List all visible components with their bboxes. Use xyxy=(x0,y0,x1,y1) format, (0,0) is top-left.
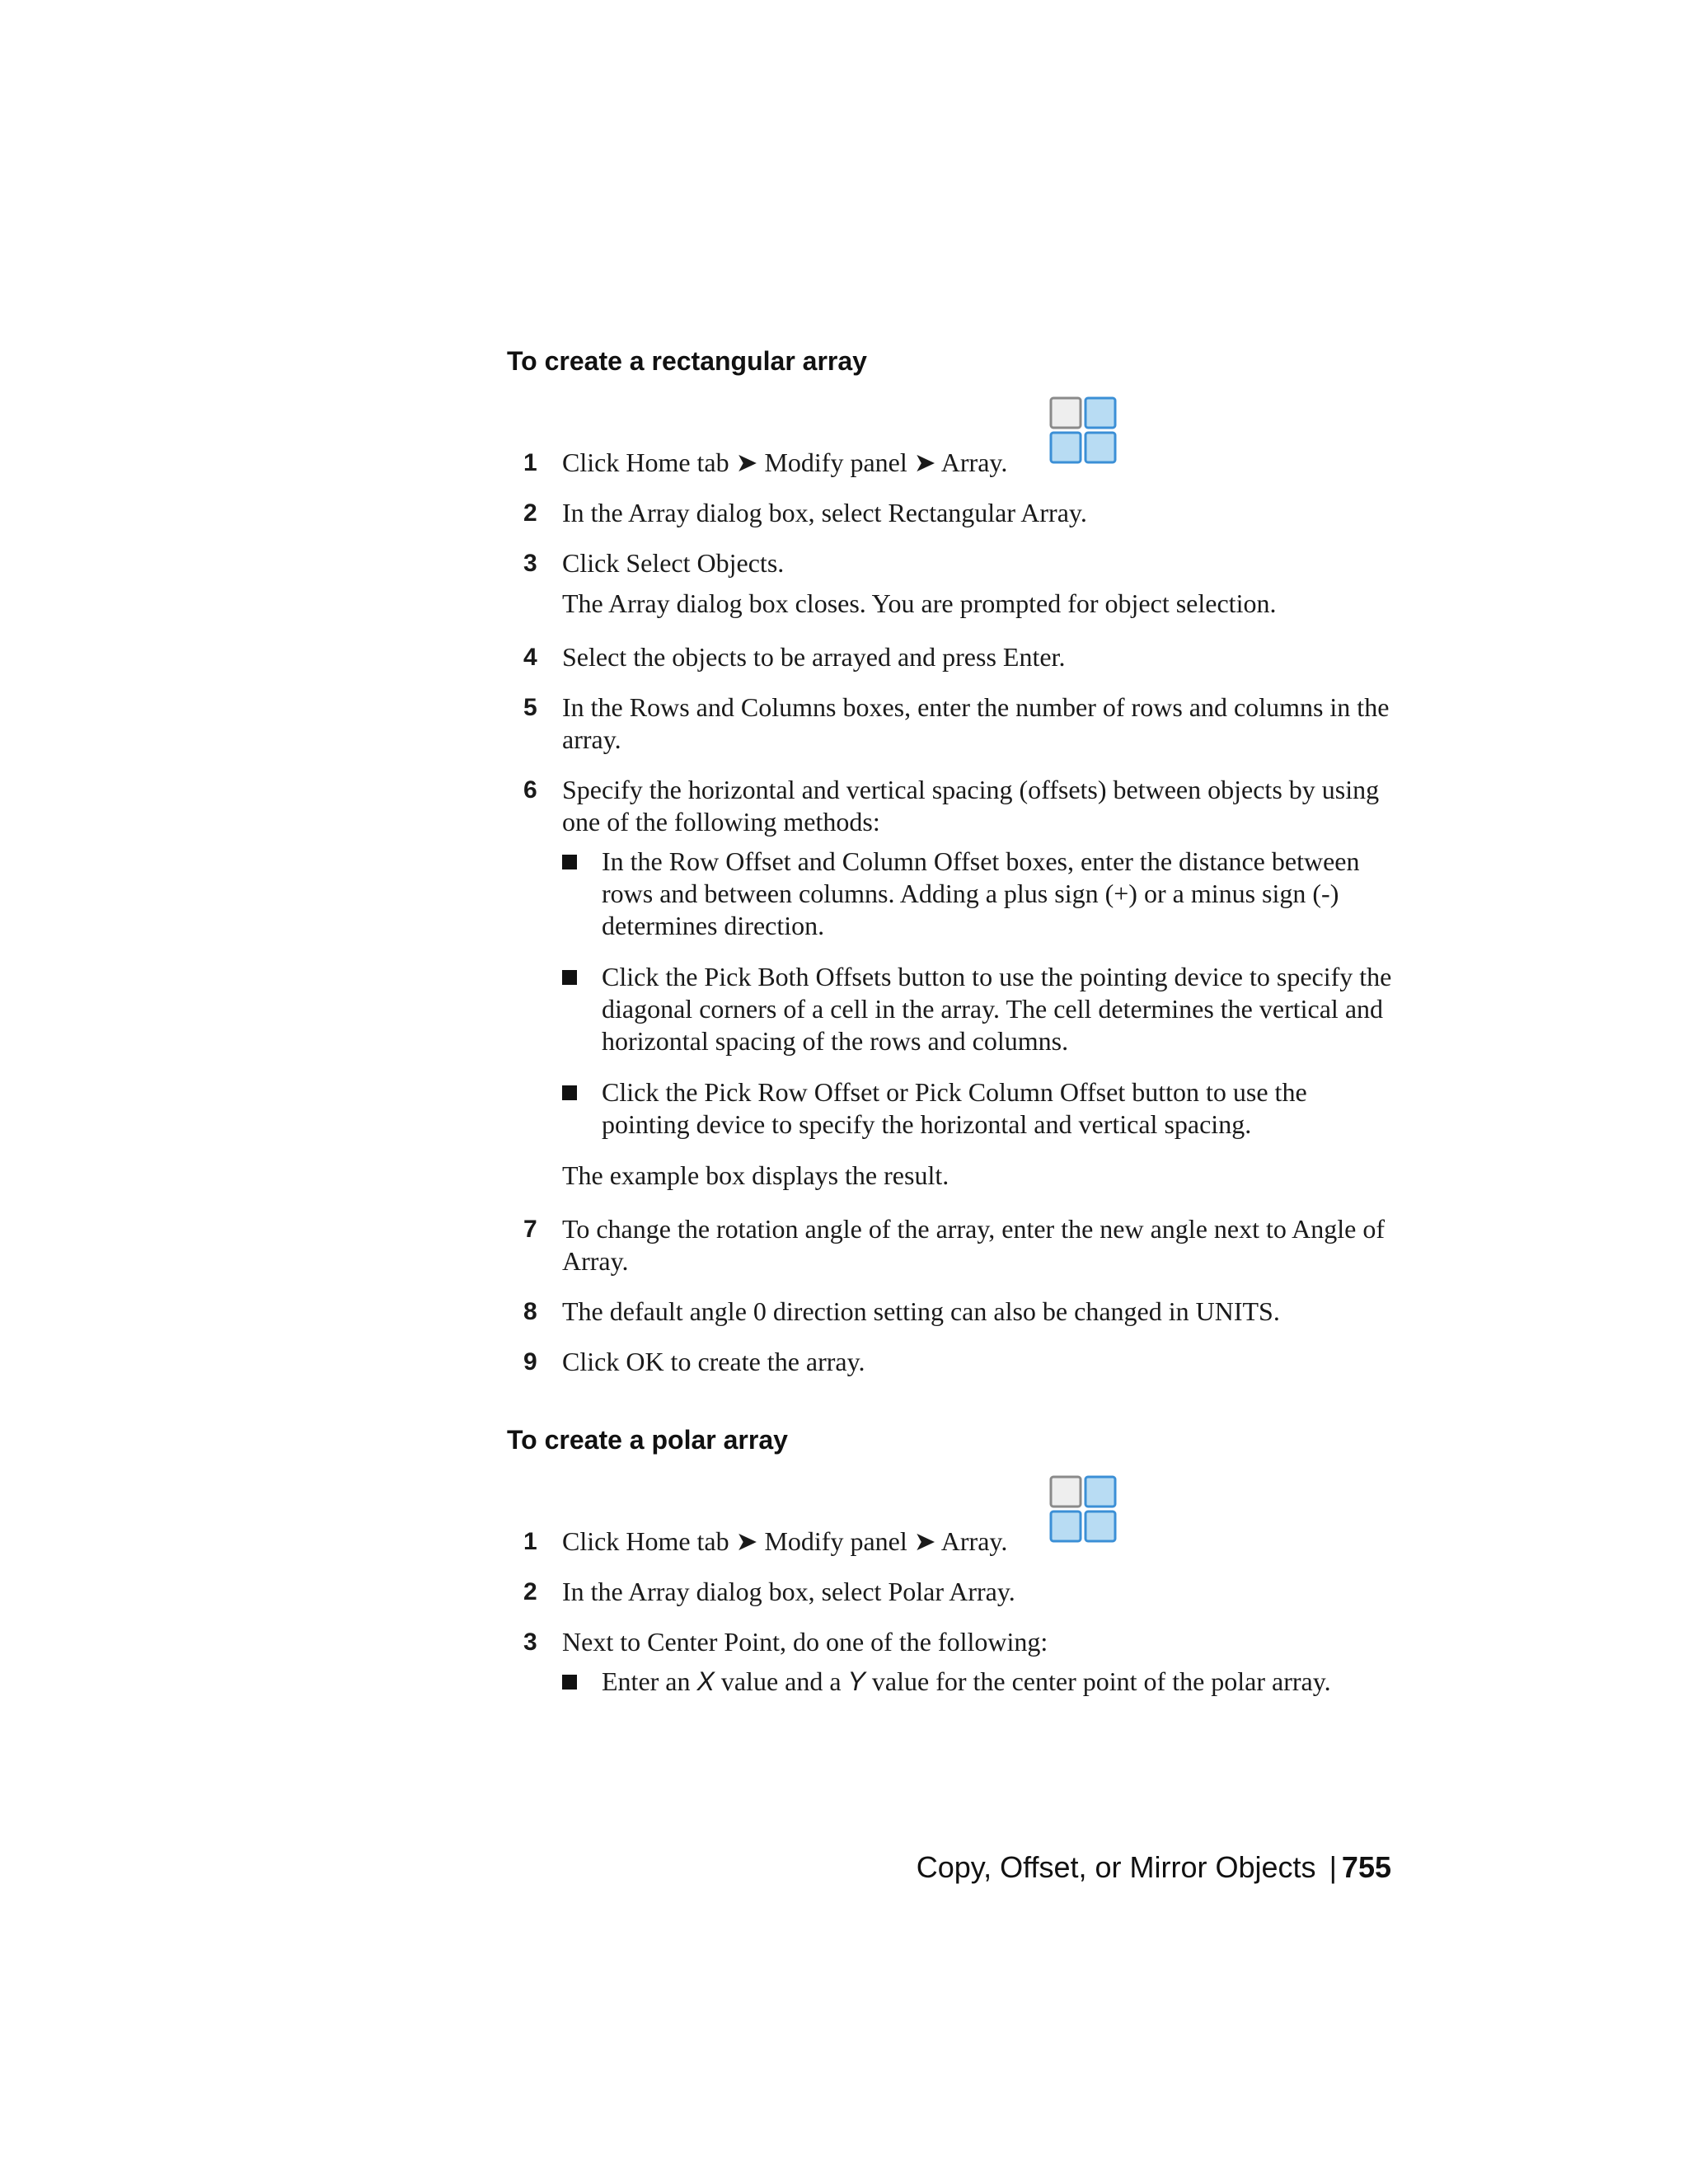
step-text: Click Select Objects. xyxy=(562,548,785,578)
step-number: 9 xyxy=(523,1348,537,1376)
step-text: Next to Center Point, do one of the following: xyxy=(562,1627,1048,1657)
bullet-text: Click the Pick Row Offset or Pick Column Offset button to use the pointing device to specify the horizontal and vertical spacing. xyxy=(602,1077,1307,1139)
step-number: 1 xyxy=(523,1528,537,1555)
bullet-text: Click the Pick Both Offsets button to use the pointing device to specify the diagonal corners of a cell in the array. The cell determines the vertical and horizontal spacing of the rows and columns. xyxy=(602,962,1392,1056)
step-number: 7 xyxy=(523,1216,537,1243)
step-text: To change the rotation angle of the array, enter the new angle next to Angle of Array. xyxy=(562,1214,1385,1276)
bullet-text: In the Row Offset and Column Offset boxes, enter the distance between rows and between columns. Adding a plus sign (+) or a minus sign (-) determines direction. xyxy=(602,846,1360,940)
step-text: Click Home tab ➤ Modify panel ➤ Array. xyxy=(562,448,1008,477)
step-text: The default angle 0 direction setting can also be changed in UNITS. xyxy=(562,1296,1280,1326)
array-tool-icon xyxy=(1048,1474,1118,1544)
footer-title: Copy, Offset, or Mirror Objects xyxy=(916,1850,1316,1884)
step-number: 3 xyxy=(523,1629,537,1656)
step-number: 1 xyxy=(523,449,537,476)
bullet-square-icon xyxy=(562,970,577,985)
page-number: 755 xyxy=(1341,1850,1391,1884)
step-text: In the Array dialog box, select Polar Array. xyxy=(562,1577,1015,1606)
step-number: 5 xyxy=(523,694,537,721)
step-number: 4 xyxy=(523,644,537,671)
step-text: Specify the horizontal and vertical spacing (offsets) between objects by using one of the following methods: xyxy=(562,775,1380,837)
y-variable: Y xyxy=(847,1666,865,1696)
step-number: 2 xyxy=(523,499,537,527)
step-text: Select the objects to be arrayed and press Enter. xyxy=(562,642,1066,672)
bullet-square-icon xyxy=(562,1675,577,1690)
bullet-square-icon xyxy=(562,1085,577,1100)
array-tool-icon xyxy=(1048,396,1118,465)
bullet-square-icon xyxy=(562,855,577,869)
step-text: Click Home tab ➤ Modify panel ➤ Array. xyxy=(562,1526,1008,1556)
section-heading-rectangular: To create a rectangular array xyxy=(507,346,867,376)
footer-separator: | xyxy=(1329,1850,1337,1884)
step-number: 6 xyxy=(523,776,537,804)
step-text: Click OK to create the array. xyxy=(562,1347,865,1376)
x-variable: X xyxy=(696,1666,715,1696)
step-number: 3 xyxy=(523,550,537,577)
page-footer xyxy=(917,1849,1391,1886)
step-text: In the Rows and Columns boxes, enter the number of rows and columns in the array. xyxy=(562,692,1390,754)
step-note: The Array dialog box closes. You are prompted for object selection. xyxy=(562,588,1277,618)
step-6-result: The example box displays the result. xyxy=(562,1160,950,1190)
section-heading-polar: To create a polar array xyxy=(507,1425,788,1455)
bullet-text: Enter an X value and a Y value for the center point of the polar array. xyxy=(602,1666,1331,1696)
step-number: 2 xyxy=(523,1578,537,1605)
step-number: 8 xyxy=(523,1298,537,1325)
step-text: In the Array dialog box, select Rectangular Array. xyxy=(562,498,1087,527)
